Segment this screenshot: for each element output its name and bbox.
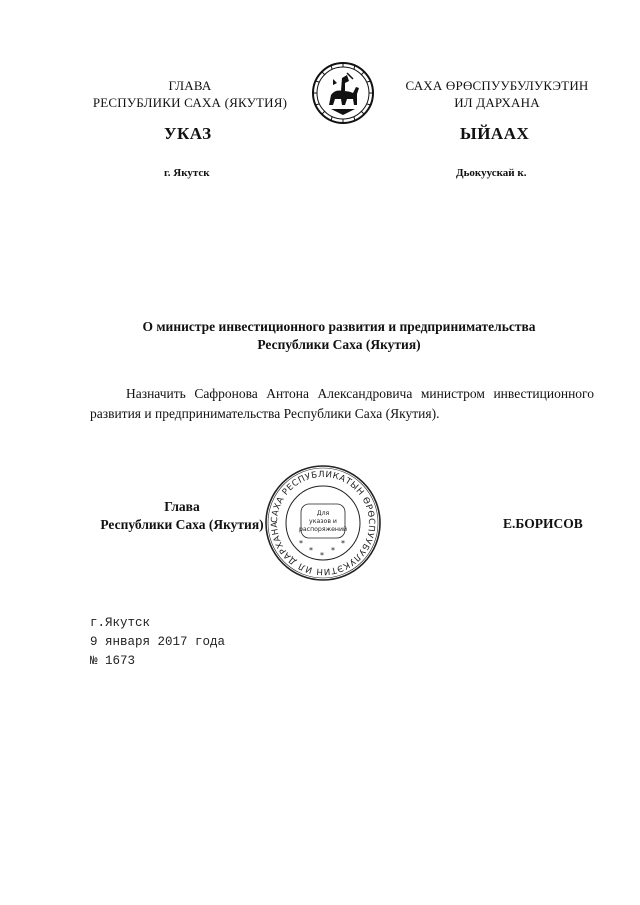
header-right-line1: САХА ӨРӨСПУУБУЛУКЭТИН [405,78,589,93]
svg-text:*: * [309,546,313,555]
svg-text:*: * [331,546,335,555]
decree-subject [80,318,598,354]
header-right-block [392,77,602,111]
footer-place: г.Якутск [90,616,151,630]
signatory-title-line2: Республики Саха (Якутия) [100,517,264,532]
header-left-line2: РЕСПУБЛИКИ САХА (ЯКУТИЯ) [92,95,288,110]
seal-ring-text: САХА РЕСПУБЛИКАТЫН ӨРӨСПУУБУЛУКЭТИН ИЛ ДАРХАНА [269,469,377,577]
header-left-line1: ГЛАВА [168,78,212,93]
seal-center-line3: распоряжений [298,526,348,533]
signatory-name: Е.БОРИСОВ [503,516,583,531]
doc-type-ru: УКАЗ [164,124,212,143]
svg-text:*: * [320,551,324,560]
footer-date: 9 января 2017 года [90,635,226,649]
seal-center-line2: указов и [309,518,337,525]
svg-text:*: * [299,539,303,548]
decree-body: Назначить Сафронова Антона Александровича министром инвестиционного развития и предпринимательства Республики Саха (Якутия). [90,386,594,421]
svg-text:*: * [341,539,345,548]
footer-number: № 1673 [90,654,136,668]
seal-center-line1: Для [316,510,330,517]
city-sah: Дьокуускай к. [456,167,527,179]
decree-footer [90,614,225,671]
signatory-title-line1: Глава [164,499,200,514]
signatory-title [90,498,274,534]
doc-type-sah: ЫЙААХ [460,124,530,143]
subject-line2: Республики Саха (Якутия) [257,337,421,352]
header-left-block [80,77,300,111]
coat-of-arms-emblem [311,61,375,125]
subject-line1: О министре инвестиционного развития и предпринимательства [142,319,536,334]
city-ru: г. Якутск [164,167,210,179]
official-seal-stamp [264,464,382,582]
header-right-line2: ИЛ ДАРХАНА [454,95,540,110]
